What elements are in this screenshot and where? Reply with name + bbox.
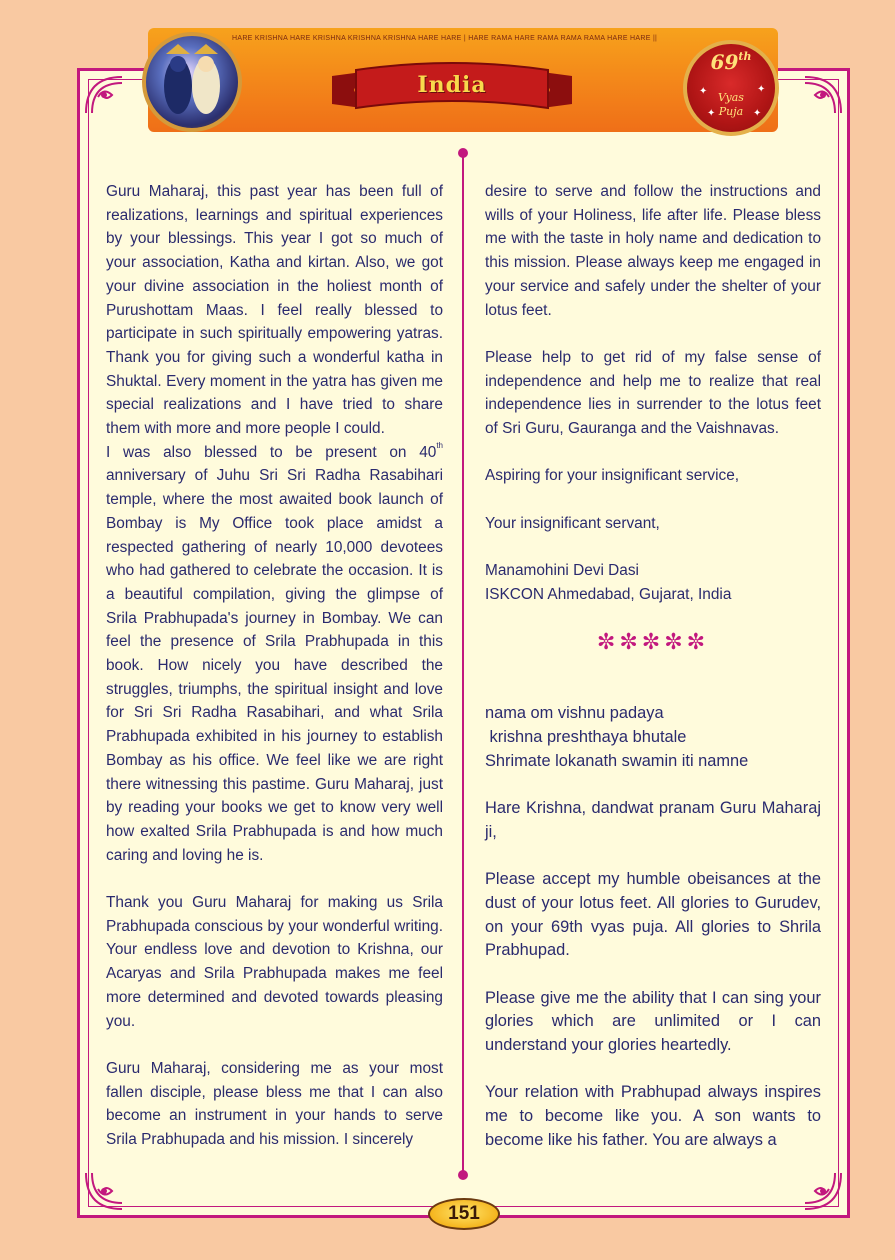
paragraph: desire to serve and follow the instructions and wills of your Holiness, life after life. Please bless me with the taste in holy name and dedication to this mission. Please always keep me engaged in your service and safely under the shelter of your lotus feet. xyxy=(485,183,821,319)
paragraph: Your relation with Prabhupad always inspires me to become like you. A son wants to become like his father. You are always a xyxy=(485,1083,821,1149)
verse-line: nama om vishnu padaya xyxy=(485,704,664,723)
corner-ornament-icon xyxy=(82,73,126,117)
corner-ornament-icon xyxy=(801,73,845,117)
paragraph: Please accept my humble obeisances at the dust of your lotus feet. All glories to Gurudev, on your 69th vyas puja. All glories to Shrila Prabhupad. xyxy=(485,870,821,960)
divider-dot-icon xyxy=(458,148,468,158)
paragraph: Thank you Guru Maharaj for making us Srila Prabhupada conscious by your wonderful writing. Your endless love and devotion to Krishna, our Acaryas and Srila Prabhupada makes me feel more determined and devoted towards pleasing you. xyxy=(106,894,443,1030)
verse-line: Shrimate lokanath swamin iti namne xyxy=(485,751,749,770)
signature-place: ISKCON Ahmedabad, Gujarat, India xyxy=(485,585,732,603)
badge-line2: Puja xyxy=(718,105,744,118)
badge-number: 69th xyxy=(710,50,752,74)
paragraph: Please give me the ability that I can sing your glories which are unlimited or I can understand your glories heartedly. xyxy=(485,988,821,1055)
verse-line: krishna preshthaya bhutale xyxy=(485,727,687,746)
sparkle-icon: ✦ xyxy=(707,108,716,119)
sparkle-icon: ✦ xyxy=(753,108,762,119)
deity-image xyxy=(142,32,242,132)
paragraph: Your insignificant servant, xyxy=(485,514,660,532)
section-title: India xyxy=(417,72,487,98)
right-column xyxy=(485,180,821,1176)
corner-ornament-icon xyxy=(82,1169,126,1213)
page-number: 151 xyxy=(428,1198,500,1230)
paragraph: I was also blessed to be present on 40th anniversary of Juhu Sri Sri Radha Rasabihari temple, where the most awaited book launch of Bombay is My Office took place amidst a respected gathering of nearly 10,000 devotees who had gathered to celebrate the occasion. It is a beautiful compilation, giving the glimpse of Srila Prabhupada's journey in Bombay. We can feel the presence of Srila Prabhupada in this book. How nicely you have described the struggles, triumphs, the spiritual insight and love for Sri Sri Radha Rasabihari, and what Srila Prabhupada exhibited in his journey to establish Bombay as his office. We feel like we are right there witnessing this pastime. Guru Maharaj, just by reading your books we get to know very well how exalted Srila Prabhupada is and how much caring and loving he is. xyxy=(106,440,443,864)
signature-name: Manamohini Devi Dasi xyxy=(485,562,639,580)
paragraph: Guru Maharaj, this past year has been full of realizations, learnings and spiritual experiences by your blessings. This year I got so much of your association, Katha and kirtan. Also, we got your divine association in the holiest month of Purushottam Maas. I feel really blessed to participate in such spiritually empowering yatras. Thank you for giving such a wonderful katha in Shuktal. Every moment in the yatra has given me special realizations and I have tried to share them with more and more people I could. xyxy=(106,183,443,438)
vyas-puja-badge xyxy=(683,40,779,136)
badge-line1: Vyas xyxy=(718,91,744,104)
paragraph: Guru Maharaj, considering me as your most fallen disciple, please bless me that I can also become an instrument in your hands to serve Srila Prabhupada and his mission. I sincerely xyxy=(106,1059,443,1149)
deity-icon xyxy=(146,36,238,128)
divider-dot-icon xyxy=(458,1170,468,1180)
left-column xyxy=(106,180,443,1175)
paragraph: Aspiring for your insignificant service, xyxy=(485,467,740,485)
paragraph: Hare Krishna, dandwat pranam Guru Maharaj ji, xyxy=(485,799,821,841)
separator-stars-icon: ✼✼✼✼✼ xyxy=(596,629,710,655)
header-mantra: HARE KRISHNA HARE KRISHNA KRISHNA KRISHNA HARE HARE | HARE RAMA HARE RAMA RAMA RAMA HARE HARE || xyxy=(232,35,658,42)
paragraph: Please help to get rid of my false sense of independence and help me to realize that real independence lies in surrender to the lotus feet of Sri Guru, Gauranga and the Vaishnavas. xyxy=(485,348,821,438)
sparkle-icon: ✦ xyxy=(699,86,708,97)
second-letter xyxy=(485,702,821,1152)
column-divider xyxy=(462,152,464,1176)
sparkle-icon: ✦ xyxy=(757,84,766,95)
